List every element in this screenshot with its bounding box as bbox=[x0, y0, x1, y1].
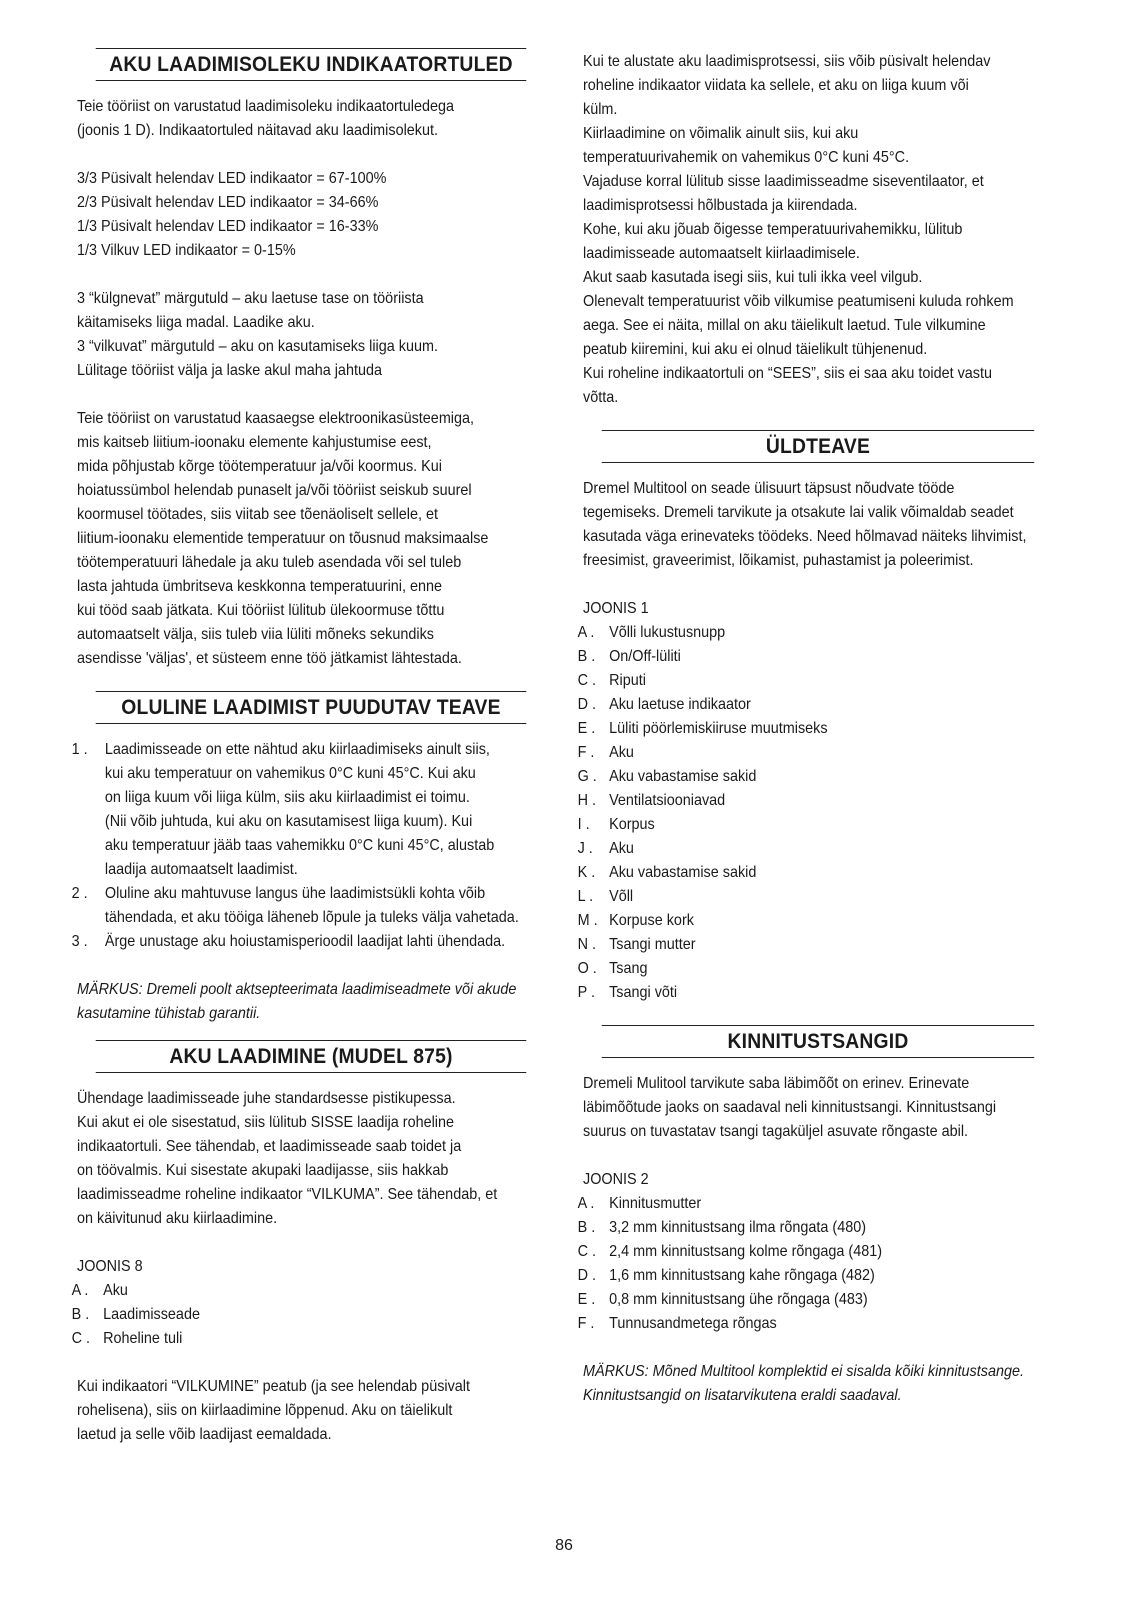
list-item: F . Tunnusandmetega rõngas bbox=[577, 1315, 777, 1332]
section-heading: ÜLDTEAVE bbox=[602, 430, 1034, 463]
text-line: roheline indikaator viidata ka sellele, et aku on liiga kuum või bbox=[583, 77, 969, 94]
text-line: 1/3 Vilkuv LED indikaator = 0-15% bbox=[77, 242, 296, 259]
list-item: B . On/Off-lüliti bbox=[577, 648, 681, 665]
list-item bbox=[71, 738, 545, 882]
text-line: liitium-ioonaku elementide temperatuur on tõusnud maksimaalse bbox=[77, 530, 489, 547]
text-line: rohelisena), siis on kiirlaadimine lõppenud. Aku on täielikult bbox=[77, 1402, 453, 1419]
text-line: laadimisprotsessi hõlbustada ja kiirendada. bbox=[583, 197, 858, 214]
charge-intro bbox=[77, 95, 545, 143]
text-line: Kui indikaatori “VILKUMINE” peatub (ja see helendab püsivalt bbox=[77, 1378, 471, 1395]
list-item: B . 3,2 mm kinnitustsang ilma rõngata (480) bbox=[577, 1219, 867, 1236]
list-item: P . Tsangi võti bbox=[577, 984, 678, 1001]
text-line: Kui roheline indikaatortuli on “SEES”, siis ei saa aku toidet vastu bbox=[583, 365, 993, 382]
text-line: võtta. bbox=[583, 389, 619, 406]
section-heading: AKU LAADIMINE (MUDEL 875) bbox=[96, 1040, 527, 1073]
collets-body bbox=[583, 1072, 1053, 1144]
text-line: Ühendage laadimisseade juhe standardsesse pistikupessa. bbox=[77, 1090, 456, 1107]
charge-levels bbox=[77, 167, 545, 263]
list-item: E . 0,8 mm kinnitustsang ühe rõngaga (483) bbox=[577, 1291, 868, 1308]
text-line: Vajaduse korral lülitub sisse laadimisseadme siseventilaator, et bbox=[583, 173, 984, 190]
collets-note bbox=[583, 1360, 1053, 1408]
warranty-note bbox=[77, 978, 545, 1026]
right-column bbox=[577, 50, 1053, 1408]
section-heading: AKU LAADIMISOLEKU INDIKAATORTULED bbox=[96, 48, 527, 81]
text-line: läbimõõtude jaoks on saadaval neli kinnitustsangi. Kinnitustsangi bbox=[583, 1099, 997, 1116]
charging-body bbox=[77, 1087, 545, 1231]
left-column bbox=[71, 48, 545, 1447]
charge-warnings bbox=[77, 287, 545, 383]
text-line: Akut saab kasutada isegi siis, kui tuli ikka veel vilgub. bbox=[583, 269, 923, 286]
charging-info-list bbox=[71, 738, 545, 954]
text-line: laetud ja selle võib laadijast eemaldada. bbox=[77, 1426, 332, 1443]
item-number: 1 . bbox=[71, 741, 88, 758]
text-line: on töövalmis. Kui sisestate akupaki laadijasse, siis hakkab bbox=[77, 1162, 449, 1179]
text-line: on käivitunud aku kiirlaadimine. bbox=[77, 1210, 278, 1227]
figure-8-list bbox=[71, 1279, 545, 1351]
figure-label: JOONIS 1 bbox=[583, 600, 649, 617]
text-line: mis kaitseb liitium-ioonaku elemente kahjustumise eest, bbox=[77, 434, 432, 451]
text-line: laadimisseadme roheline indikaator “VILKUMA”. See tähendab, et bbox=[77, 1186, 498, 1203]
section-general bbox=[583, 430, 1053, 463]
figure-1-list bbox=[577, 621, 1053, 1005]
section-charging-info bbox=[77, 691, 545, 724]
text-line: (joonis 1 D). Indikaatortuled näitavad aku laadimisolekut. bbox=[77, 122, 438, 139]
list-item: C . Roheline tuli bbox=[71, 1330, 183, 1347]
charging-outro bbox=[77, 1375, 545, 1447]
list-item bbox=[71, 930, 545, 954]
text-line: koormusel töötades, siis viitab see tõenäoliselt sellele, et bbox=[77, 506, 438, 523]
text-line: Kui akut ei ole sisestatud, siis lülitub SISSE laadija roheline bbox=[77, 1114, 455, 1131]
text-line: Olenevalt temperatuurist võib vilkumise peatumiseni kuluda rohkem bbox=[583, 293, 1014, 310]
list-item: I . Korpus bbox=[577, 816, 655, 833]
electronics-paragraph bbox=[77, 407, 545, 671]
item-number: 3 . bbox=[71, 933, 88, 950]
text-line: Laadimisseade on ette nähtud aku kiirlaadimiseks ainult siis, bbox=[104, 741, 490, 758]
text-line: Kiirlaadimine on võimalik ainult siis, kui aku bbox=[583, 125, 859, 142]
text-line: Teie tööriist on varustatud kaasaegse elektroonikasüsteemiga, bbox=[77, 410, 475, 427]
list-item: A . Aku bbox=[71, 1282, 128, 1299]
figure-label: JOONIS 8 bbox=[77, 1258, 143, 1275]
list-item: F . Aku bbox=[577, 744, 634, 761]
list-item: C . Riputi bbox=[577, 672, 646, 689]
text-line: Dremeli Mulitool tarvikute saba läbimõõt on erinev. Erinevate bbox=[583, 1075, 970, 1092]
text-line: 3/3 Püsivalt helendav LED indikaator = 67-100% bbox=[77, 170, 387, 187]
text-line: Kinnitustsangid on lisatarvikutena eraldi saadaval. bbox=[583, 1387, 902, 1404]
text-line: temperatuurivahemik on vahemikus 0°C kuni 45°C. bbox=[583, 149, 910, 166]
text-line: töötemperatuuri lähedale ja aku tuleb asendada või sel tuleb bbox=[77, 554, 462, 571]
list-item: J . Aku bbox=[577, 840, 634, 857]
text-line: 2/3 Püsivalt helendav LED indikaator = 34-66% bbox=[77, 194, 379, 211]
list-item: B . Laadimisseade bbox=[71, 1306, 200, 1323]
list-item: E . Lüliti pöörlemiskiiruse muutmiseks bbox=[577, 720, 828, 737]
list-item bbox=[71, 882, 545, 930]
section-heading: KINNITUSTSANGID bbox=[602, 1025, 1034, 1058]
list-item: L . Võll bbox=[577, 888, 634, 905]
list-item: O . Tsang bbox=[577, 960, 648, 977]
text-line: külm. bbox=[583, 101, 618, 118]
text-line: kasutamine tühistab garantii. bbox=[77, 1005, 261, 1022]
list-item: D . 1,6 mm kinnitustsang kahe rõngaga (482) bbox=[577, 1267, 875, 1284]
text-line: Kui te alustate aku laadimisprotsessi, siis võib püsivalt helendav bbox=[583, 53, 991, 70]
text-line: Ärge unustage aku hoiustamisperioodil laadijat lahti ühendada. bbox=[104, 933, 506, 950]
text-line: automaatselt välja, siis tuleb viia lüliti mõneks sekundiks bbox=[77, 626, 434, 643]
list-item: C . 2,4 mm kinnitustsang kolme rõngaga (481) bbox=[577, 1243, 883, 1260]
text-line: laadimisseade automaatselt kiirlaadimisele. bbox=[583, 245, 860, 262]
text-line: peatub kiiremini, kui aku ei olnud täielikult tühjenenud. bbox=[583, 341, 928, 358]
text-line: 1/3 Püsivalt helendav LED indikaator = 16-33% bbox=[77, 218, 379, 235]
list-item: A . Kinnitusmutter bbox=[577, 1195, 702, 1212]
text-line: (Nii võib juhtuda, kui aku on kasutamisest liiga kuum). Kui bbox=[104, 813, 473, 830]
text-line: aega. See ei näita, millal on aku täielikult laetud. Tule vilkumine bbox=[583, 317, 986, 334]
text-line: Lülitage tööriist välja ja laske akul maha jahtuda bbox=[77, 362, 382, 379]
text-line: Dremel Multitool on seade ülisuurt täpsust nõudvate tööde bbox=[583, 480, 955, 497]
text-line: Kohe, kui aku jõuab õigesse temperatuurivahemikku, lülitub bbox=[583, 221, 963, 238]
section-heading: OLULINE LAADIMIST PUUDUTAV TEAVE bbox=[96, 691, 527, 724]
section-collets bbox=[583, 1025, 1053, 1058]
list-item: A . Võlli lukustusnupp bbox=[577, 624, 726, 641]
text-line: käitamiseks liiga madal. Laadike aku. bbox=[77, 314, 315, 331]
list-item: M . Korpuse kork bbox=[577, 912, 694, 929]
figure-2-list bbox=[577, 1192, 1053, 1336]
text-line: freesimist, graveerimist, lõikamist, puhastamist ja poleerimist. bbox=[583, 552, 974, 569]
text-line: on liiga kuum või liiga külm, siis aku kiirlaadimist ei toimu. bbox=[104, 789, 470, 806]
text-line: tähendada, et aku tööiga läheneb lõpule ja tuleks välja vahetada. bbox=[104, 909, 519, 926]
text-line: Oluline aku mahtuvuse langus ühe laadimistsükli kohta võib bbox=[104, 885, 486, 902]
general-body bbox=[583, 477, 1053, 573]
text-line: tegemiseks. Dremeli tarvikute ja otsakute lai valik võimaldab seadet bbox=[583, 504, 1014, 521]
item-number: 2 . bbox=[71, 885, 88, 902]
text-line: Teie tööriist on varustatud laadimisoleku indikaatortuledega bbox=[77, 98, 455, 115]
text-line: MÄRKUS: Mõned Multitool komplektid ei sisalda kõiki kinnitustsange. bbox=[583, 1363, 1024, 1380]
text-line: kui tööd saab jätkata. Kui tööriist lülitub ülekoormuse tõttu bbox=[77, 602, 445, 619]
figure-label: JOONIS 2 bbox=[583, 1171, 649, 1188]
text-line: 3 “külgnevat” märgutuld – aku laetuse tase on tööriista bbox=[77, 290, 424, 307]
text-line: lasta jahtuda ümbritseva keskkonna temperatuurini, enne bbox=[77, 578, 443, 595]
text-line: MÄRKUS: Dremeli poolt aktsepteerimata laadimiseadmete või akude bbox=[77, 981, 517, 998]
text-line: kasutada väga erinevateks töödeks. Need hõlmavad näiteks lihvimist, bbox=[583, 528, 1027, 545]
text-line: mida põhjustab kõrge töötemperatuur ja/või koormus. Kui bbox=[77, 458, 442, 475]
page-number: 86 bbox=[555, 1537, 573, 1554]
list-item: K . Aku vabastamise sakid bbox=[577, 864, 757, 881]
text-line: aku temperatuur jääb taas vahemikku 0°C kuni 45°C, alustab bbox=[104, 837, 495, 854]
list-item: H . Ventilatsiooniavad bbox=[577, 792, 726, 809]
text-line: suurus on tuvastatav tsangi tagaküljel asuvate rõngaste abil. bbox=[583, 1123, 969, 1140]
section-charging-model bbox=[77, 1040, 545, 1073]
section-charge-indicators bbox=[77, 48, 545, 81]
text-line: laadija automaatselt laadimist. bbox=[104, 861, 298, 878]
text-line: indikaatortuli. See tähendab, et laadimisseade saab toidet ja bbox=[77, 1138, 462, 1155]
charging-continuation bbox=[583, 50, 1053, 410]
list-item: G . Aku vabastamise sakid bbox=[577, 768, 757, 785]
text-line: asendisse 'väljas', et süsteem enne töö jätkamist lähtestada. bbox=[77, 650, 462, 667]
text-line: 3 “vilkuvat” märgutuld – aku on kasutamiseks liiga kuum. bbox=[77, 338, 438, 355]
text-line: hoiatussümbol helendab punaselt ja/või tööriist seiskub suurel bbox=[77, 482, 472, 499]
list-item: N . Tsangi mutter bbox=[577, 936, 696, 953]
text-line: kui aku temperatuur on vahemikus 0°C kuni 45°C. Kui aku bbox=[104, 765, 476, 782]
list-item: D . Aku laetuse indikaator bbox=[577, 696, 751, 713]
